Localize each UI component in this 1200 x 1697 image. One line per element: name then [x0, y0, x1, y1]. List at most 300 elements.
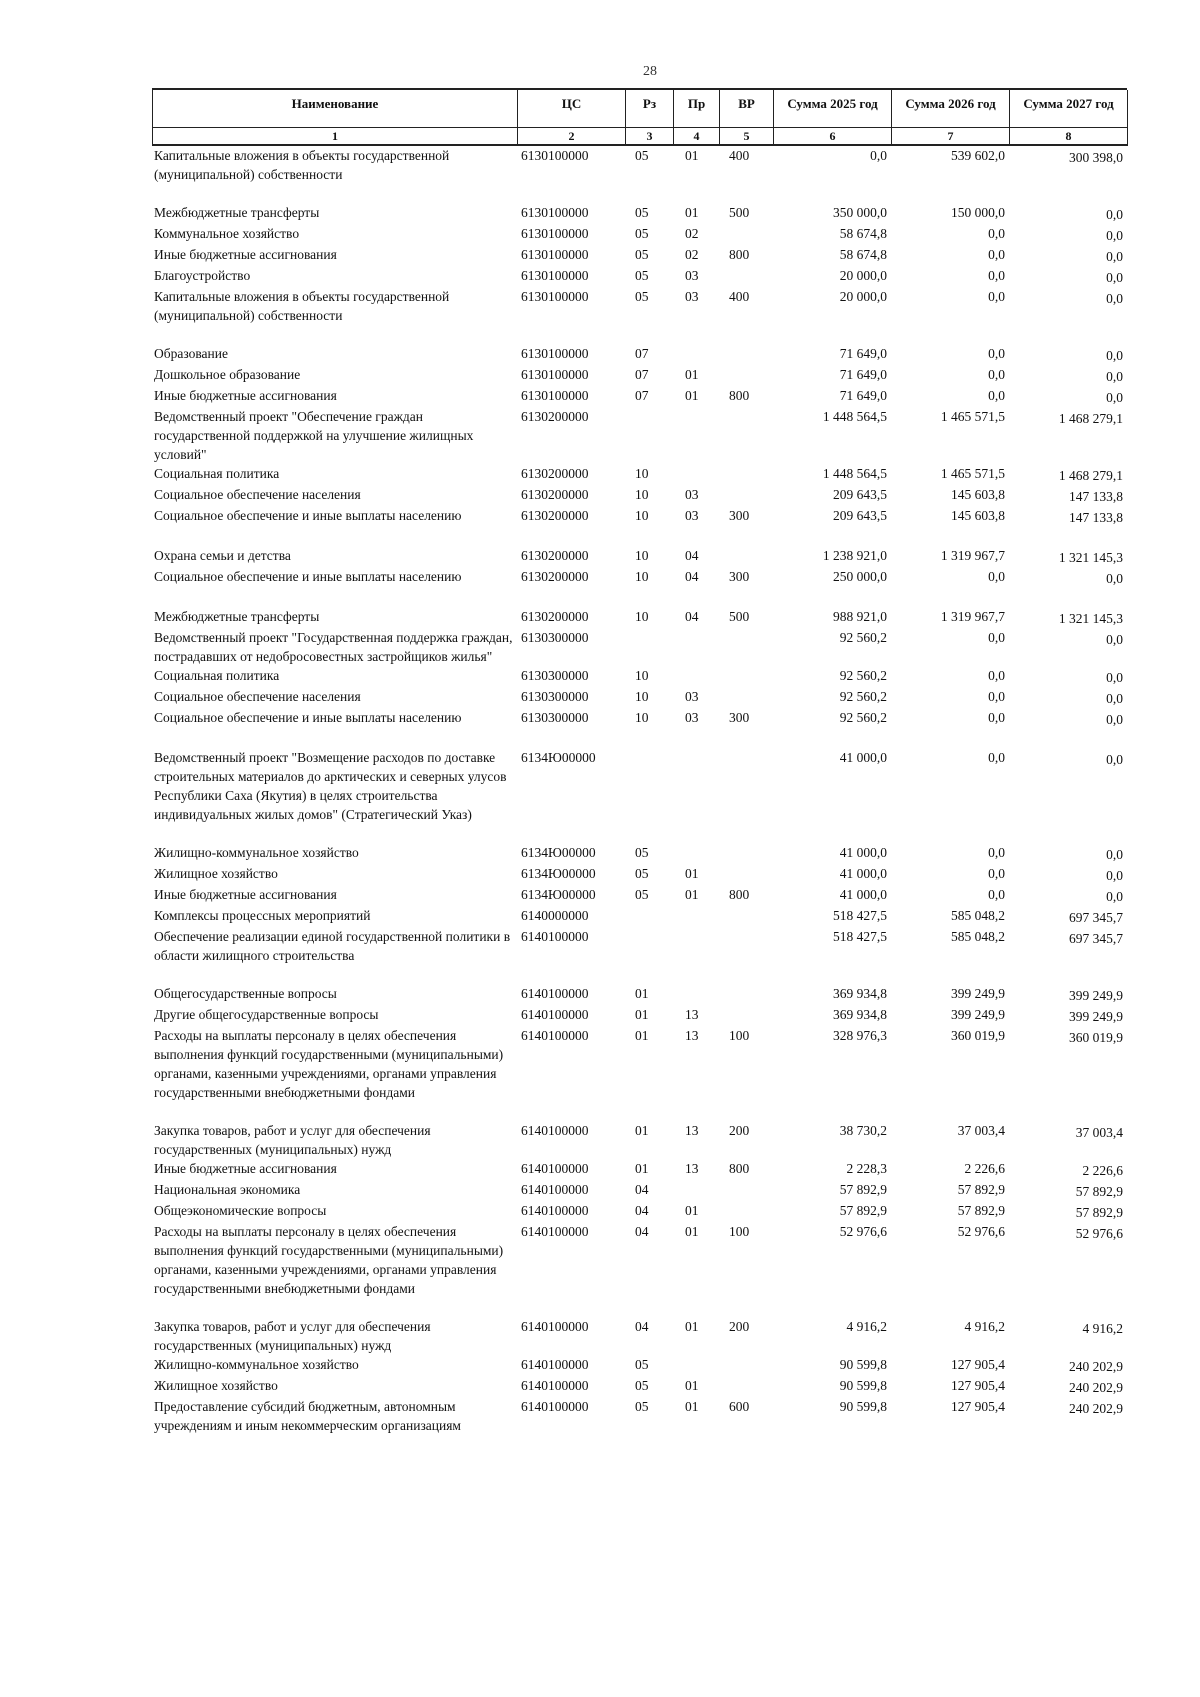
row-rz [625, 628, 673, 666]
row-sum-2026: 0,0 [988, 289, 1005, 304]
row-name: Общеэкономические вопросы [154, 1203, 327, 1218]
row-rz: 05 [635, 1357, 649, 1372]
table-row [152, 864, 1127, 885]
row-spacer [152, 1102, 1127, 1121]
row-name: Образование [154, 346, 228, 361]
row-sum-2026: 0,0 [988, 689, 1005, 704]
row-cs: 6130100000 [521, 367, 589, 382]
row-sum-2027: 2 226,6 [1082, 1163, 1123, 1178]
row-vr: 500 [729, 609, 750, 624]
header-cs: ЦС [518, 90, 626, 128]
row-sum-2026: 37 003,4 [957, 1123, 1005, 1138]
row-name: Социальная политика [154, 466, 280, 481]
table-row [152, 1317, 1127, 1355]
row-cs: 6130200000 [521, 487, 589, 502]
row-cs: 6140100000 [521, 986, 589, 1001]
table-row [152, 1121, 1127, 1159]
row-sum-2026: 585 048,2 [951, 908, 1005, 923]
row-sum-2026: 399 249,9 [951, 1007, 1005, 1022]
row-vr: 100 [729, 1224, 750, 1239]
row-vr: 500 [729, 205, 750, 220]
row-pr: 13 [685, 1161, 699, 1176]
row-cs: 6130100000 [521, 289, 589, 304]
row-pr: 04 [685, 569, 699, 584]
row-sum-2025: 41 000,0 [839, 887, 887, 902]
row-pr [673, 748, 719, 824]
row-cs: 6130300000 [521, 668, 589, 683]
row-cs: 6130300000 [521, 630, 589, 645]
row-pr: 03 [685, 487, 699, 502]
row-sum-2025: 2 228,3 [846, 1161, 887, 1176]
row-sum-2025: 90 599,8 [839, 1378, 887, 1393]
row-name: Социальное обеспечение и иные выплаты населению [154, 569, 462, 584]
row-cs: 6130100000 [521, 205, 589, 220]
row-vr [719, 984, 773, 1005]
row-rz: 05 [635, 1399, 649, 1414]
header-sum-2026: Сумма 2026 год [892, 90, 1010, 128]
row-sum-2027: 300 398,0 [1069, 150, 1123, 165]
row-sum-2027: 0,0 [1106, 847, 1123, 862]
row-name: Межбюджетные трансферты [154, 609, 320, 624]
row-pr: 13 [685, 1028, 699, 1043]
row-vr [719, 485, 773, 506]
row-sum-2025: 1 448 564,5 [822, 409, 887, 424]
row-vr [719, 464, 773, 485]
row-name: Социальная политика [154, 668, 280, 683]
row-sum-2026: 399 249,9 [951, 986, 1005, 1001]
row-rz: 05 [635, 1378, 649, 1393]
row-sum-2025: 209 643,5 [833, 487, 887, 502]
table-row [152, 843, 1127, 864]
row-pr [673, 1355, 719, 1376]
row-vr [719, 1005, 773, 1026]
row-cs: 6140100000 [521, 1123, 589, 1138]
row-cs: 6140100000 [521, 1399, 589, 1414]
row-vr [719, 927, 773, 965]
row-sum-2025: 328 976,3 [833, 1028, 887, 1043]
row-vr [719, 864, 773, 885]
row-name: Другие общегосударственные вопросы [154, 1007, 379, 1022]
row-cs: 6140100000 [521, 1203, 589, 1218]
row-pr [673, 628, 719, 666]
row-sum-2027: 4 916,2 [1082, 1321, 1123, 1336]
row-sum-2026: 145 603,8 [951, 508, 1005, 523]
row-cs: 6140100000 [521, 1357, 589, 1372]
row-sum-2026: 0,0 [988, 247, 1005, 262]
row-sum-2026: 57 892,9 [957, 1182, 1005, 1197]
table-row [152, 1005, 1127, 1026]
row-vr [719, 843, 773, 864]
row-pr: 01 [685, 866, 699, 881]
row-cs: 6140100000 [521, 1028, 589, 1043]
table-row [152, 224, 1127, 245]
table-row [152, 203, 1127, 224]
header-sum-2025: Сумма 2025 год [774, 90, 892, 128]
row-vr [719, 365, 773, 386]
row-pr: 03 [685, 268, 699, 283]
row-pr: 13 [685, 1007, 699, 1022]
table-row [152, 146, 1127, 184]
row-name: Капитальные вложения в объекты государственной (муниципальной) собственности [154, 148, 450, 182]
table-row [152, 464, 1127, 485]
header-number-2: 2 [518, 128, 626, 146]
row-sum-2027: 0,0 [1106, 207, 1123, 222]
row-sum-2027: 0,0 [1106, 228, 1123, 243]
header-number-3: 3 [626, 128, 674, 146]
row-vr: 800 [729, 1161, 750, 1176]
table-header [152, 88, 1127, 146]
row-sum-2026: 127 905,4 [951, 1399, 1005, 1414]
row-sum-2027: 0,0 [1106, 571, 1123, 586]
row-rz: 10 [635, 487, 649, 502]
row-sum-2026: 0,0 [988, 845, 1005, 860]
row-cs: 6140100000 [521, 1378, 589, 1393]
budget-table [152, 88, 1127, 1435]
row-name: Жилищно-коммунальное хозяйство [154, 1357, 359, 1372]
table-row [152, 386, 1127, 407]
row-vr [719, 687, 773, 708]
table-row [152, 1397, 1127, 1435]
row-cs: 6130200000 [521, 508, 589, 523]
row-sum-2027: 52 976,6 [1075, 1226, 1123, 1241]
row-rz: 07 [635, 388, 649, 403]
table-row [152, 708, 1127, 729]
row-cs: 6134Ю00000 [521, 866, 596, 881]
row-sum-2025: 988 921,0 [833, 609, 887, 624]
row-rz: 10 [635, 668, 649, 683]
row-cs: 6140100000 [521, 1007, 589, 1022]
table-row [152, 567, 1127, 588]
row-name: Иные бюджетные ассигнования [154, 887, 337, 902]
row-sum-2026: 4 916,2 [964, 1319, 1005, 1334]
row-sum-2026: 1 465 571,5 [940, 466, 1005, 481]
row-pr [673, 927, 719, 965]
row-sum-2026: 0,0 [988, 226, 1005, 241]
row-name: Закупка товаров, работ и услуг для обеспечения государственных (муниципальных) нужд [154, 1123, 431, 1157]
table-row [152, 885, 1127, 906]
header-number-5: 5 [720, 128, 774, 146]
row-vr [719, 1376, 773, 1397]
row-pr [673, 1180, 719, 1201]
row-cs: 6140100000 [521, 1319, 589, 1334]
row-cs: 6130200000 [521, 466, 589, 481]
row-rz: 07 [635, 367, 649, 382]
row-pr: 03 [685, 508, 699, 523]
row-sum-2027: 1 468 279,1 [1058, 468, 1123, 483]
row-name: Социальное обеспечение населения [154, 689, 361, 704]
table-row [152, 1159, 1127, 1180]
row-cs: 6140100000 [521, 1224, 589, 1239]
row-sum-2025: 369 934,8 [833, 986, 887, 1001]
row-vr [719, 906, 773, 927]
row-pr: 03 [685, 689, 699, 704]
row-sum-2026: 1 465 571,5 [940, 409, 1005, 424]
row-rz [625, 748, 673, 824]
row-sum-2027: 1 321 145,3 [1058, 611, 1123, 626]
row-pr: 01 [685, 1399, 699, 1414]
row-vr: 400 [729, 148, 750, 163]
row-vr [719, 407, 773, 464]
table-row [152, 687, 1127, 708]
row-sum-2026: 127 905,4 [951, 1357, 1005, 1372]
row-name: Социальное обеспечение и иные выплаты населению [154, 710, 462, 725]
row-pr [673, 906, 719, 927]
row-pr: 01 [685, 205, 699, 220]
row-cs: 6130200000 [521, 569, 589, 584]
row-cs: 6134Ю00000 [521, 750, 596, 765]
row-pr [673, 666, 719, 687]
row-cs: 6130300000 [521, 689, 589, 704]
row-name: Межбюджетные трансферты [154, 205, 320, 220]
table-row [152, 1201, 1127, 1222]
row-rz [625, 906, 673, 927]
row-sum-2026: 0,0 [988, 668, 1005, 683]
row-sum-2026: 0,0 [988, 388, 1005, 403]
table-row [152, 984, 1127, 1005]
row-sum-2027: 240 202,9 [1069, 1401, 1123, 1416]
row-rz: 10 [635, 689, 649, 704]
row-vr: 800 [729, 388, 750, 403]
row-sum-2026: 0,0 [988, 887, 1005, 902]
row-rz: 01 [635, 1123, 649, 1138]
row-sum-2027: 0,0 [1106, 712, 1123, 727]
row-name: Жилищное хозяйство [154, 866, 278, 881]
header-pr: Пр [674, 90, 720, 128]
row-name: Социальное обеспечение населения [154, 487, 361, 502]
row-sum-2027: 57 892,9 [1075, 1184, 1123, 1199]
row-rz: 10 [635, 548, 649, 563]
row-sum-2025: 71 649,0 [839, 388, 887, 403]
row-pr: 01 [685, 1319, 699, 1334]
table-row [152, 266, 1127, 287]
row-pr: 03 [685, 289, 699, 304]
row-name: Закупка товаров, работ и услуг для обеспечения государственных (муниципальных) нужд [154, 1319, 431, 1353]
row-vr: 300 [729, 710, 750, 725]
row-name: Комплексы процессных мероприятий [154, 908, 371, 923]
row-sum-2027: 399 249,9 [1069, 988, 1123, 1003]
row-spacer [152, 729, 1127, 748]
row-sum-2027: 0,0 [1106, 249, 1123, 264]
header-vr: ВР [720, 90, 774, 128]
row-rz: 01 [635, 986, 649, 1001]
row-sum-2026: 1 319 967,7 [940, 609, 1005, 624]
row-spacer [152, 325, 1127, 344]
row-sum-2027: 399 249,9 [1069, 1009, 1123, 1024]
row-name: Жилищное хозяйство [154, 1378, 278, 1393]
row-sum-2025: 41 000,0 [839, 845, 887, 860]
row-vr [719, 546, 773, 567]
row-cs: 6140100000 [521, 1182, 589, 1197]
row-pr: 04 [685, 548, 699, 563]
row-rz: 04 [635, 1182, 649, 1197]
row-name: Расходы на выплаты персоналу в целях обеспечения выполнения функций государственными (муниципальными) органами, казенными учреждениями, органами управления государственными внебюджетными фондами [154, 1224, 504, 1296]
row-sum-2025: 350 000,0 [833, 205, 887, 220]
row-rz: 07 [635, 346, 649, 361]
row-sum-2026: 585 048,2 [951, 929, 1005, 944]
row-sum-2027: 0,0 [1106, 868, 1123, 883]
row-sum-2026: 145 603,8 [951, 487, 1005, 502]
table-row [152, 1222, 1127, 1298]
row-sum-2025: 4 916,2 [846, 1319, 887, 1334]
table-row [152, 506, 1127, 527]
row-pr: 01 [685, 148, 699, 163]
header-number-1: 1 [153, 128, 518, 146]
row-name: Иные бюджетные ассигнования [154, 388, 337, 403]
row-rz: 05 [635, 226, 649, 241]
row-vr: 400 [729, 289, 750, 304]
row-pr [673, 843, 719, 864]
row-vr: 300 [729, 508, 750, 523]
header-sum-2027: Сумма 2027 год [1010, 90, 1128, 128]
table-row [152, 906, 1127, 927]
row-cs: 6140100000 [521, 1161, 589, 1176]
row-pr: 03 [685, 710, 699, 725]
row-spacer [152, 184, 1127, 203]
row-cs: 6140000000 [521, 908, 589, 923]
row-sum-2027: 37 003,4 [1075, 1125, 1123, 1140]
row-sum-2025: 57 892,9 [839, 1203, 887, 1218]
row-sum-2027: 57 892,9 [1075, 1205, 1123, 1220]
row-sum-2026: 0,0 [988, 346, 1005, 361]
row-vr [719, 1201, 773, 1222]
row-pr: 02 [685, 226, 699, 241]
row-sum-2027: 0,0 [1106, 369, 1123, 384]
row-cs: 6130100000 [521, 148, 589, 163]
row-rz: 01 [635, 1161, 649, 1176]
row-sum-2027: 0,0 [1106, 348, 1123, 363]
row-spacer [152, 527, 1127, 546]
table-row [152, 546, 1127, 567]
row-sum-2025: 71 649,0 [839, 346, 887, 361]
row-name: Коммунальное хозяйство [154, 226, 300, 241]
row-sum-2027: 0,0 [1106, 270, 1123, 285]
row-name: Благоустройство [154, 268, 251, 283]
row-sum-2026: 539 602,0 [951, 148, 1005, 163]
row-pr: 01 [685, 1378, 699, 1393]
row-pr: 01 [685, 367, 699, 382]
row-name: Обеспечение реализации единой государственной политики в области жилищного строительства [154, 929, 511, 963]
row-pr: 01 [685, 1224, 699, 1239]
row-sum-2025: 90 599,8 [839, 1357, 887, 1372]
row-rz: 10 [635, 508, 649, 523]
row-spacer [152, 588, 1127, 607]
row-sum-2025: 518 427,5 [833, 908, 887, 923]
row-sum-2026: 0,0 [988, 630, 1005, 645]
table-row [152, 407, 1127, 464]
row-name: Ведомственный проект "Государственная поддержка граждан, пострадавших от недобросовестных застройщиков жилья" [154, 630, 513, 664]
row-sum-2025: 92 560,2 [839, 630, 887, 645]
row-cs: 6140100000 [521, 929, 589, 944]
row-sum-2026: 1 319 967,7 [940, 548, 1005, 563]
row-sum-2026: 127 905,4 [951, 1378, 1005, 1393]
row-vr [719, 224, 773, 245]
row-spacer [152, 965, 1127, 984]
row-sum-2025: 58 674,8 [839, 247, 887, 262]
row-vr [719, 1355, 773, 1376]
row-sum-2025: 38 730,2 [839, 1123, 887, 1138]
row-sum-2025: 1 448 564,5 [822, 466, 887, 481]
row-sum-2026: 0,0 [988, 750, 1005, 765]
header-number-7: 7 [892, 128, 1010, 146]
row-rz: 05 [635, 845, 649, 860]
row-name: Ведомственный проект "Обеспечение граждан государственной поддержкой на улучшение жилищных условий" [154, 409, 474, 462]
row-vr [719, 666, 773, 687]
table-row [152, 1355, 1127, 1376]
row-sum-2027: 360 019,9 [1069, 1030, 1123, 1045]
row-vr [719, 1180, 773, 1201]
row-sum-2027: 1 468 279,1 [1058, 411, 1123, 426]
table-row [152, 748, 1127, 824]
row-sum-2027: 697 345,7 [1069, 931, 1123, 946]
row-pr: 04 [685, 609, 699, 624]
row-cs: 6134Ю00000 [521, 845, 596, 860]
header-name: Наименование [153, 90, 518, 128]
table-row [152, 287, 1127, 325]
row-sum-2027: 240 202,9 [1069, 1359, 1123, 1374]
row-pr: 01 [685, 388, 699, 403]
row-sum-2025: 369 934,8 [833, 1007, 887, 1022]
row-vr: 600 [729, 1399, 750, 1414]
row-rz: 10 [635, 466, 649, 481]
page-number: 28 [643, 64, 657, 79]
table-row [152, 1180, 1127, 1201]
row-sum-2026: 57 892,9 [957, 1203, 1005, 1218]
row-name: Дошкольное образование [154, 367, 301, 382]
row-sum-2027: 0,0 [1106, 291, 1123, 306]
row-spacer [152, 824, 1127, 843]
row-rz: 04 [635, 1224, 649, 1239]
row-sum-2026: 0,0 [988, 268, 1005, 283]
row-sum-2026: 0,0 [988, 866, 1005, 881]
table-row [152, 927, 1127, 965]
row-sum-2027: 0,0 [1106, 632, 1123, 647]
row-sum-2025: 20 000,0 [839, 268, 887, 283]
row-sum-2026: 0,0 [988, 569, 1005, 584]
row-sum-2026: 0,0 [988, 367, 1005, 382]
row-vr: 800 [729, 247, 750, 262]
row-rz [625, 407, 673, 464]
row-pr [673, 984, 719, 1005]
row-name: Капитальные вложения в объекты государственной (муниципальной) собственности [154, 289, 450, 323]
row-sum-2025: 90 599,8 [839, 1399, 887, 1414]
row-rz: 10 [635, 609, 649, 624]
row-pr: 13 [685, 1123, 699, 1138]
row-sum-2027: 1 321 145,3 [1058, 550, 1123, 565]
table-row [152, 1026, 1127, 1102]
row-name: Социальное обеспечение и иные выплаты населению [154, 508, 462, 523]
table-row [152, 245, 1127, 266]
row-vr [719, 748, 773, 824]
row-rz [625, 927, 673, 965]
row-rz: 05 [635, 887, 649, 902]
row-vr [719, 344, 773, 365]
row-sum-2025: 209 643,5 [833, 508, 887, 523]
row-pr [673, 344, 719, 365]
row-rz: 01 [635, 1007, 649, 1022]
table-row [152, 365, 1127, 386]
row-name: Расходы на выплаты персоналу в целях обеспечения выполнения функций государственными (муниципальными) органами, казенными учреждениями, органами управления государственными внебюджетными фондами [154, 1028, 504, 1100]
row-sum-2026: 0,0 [988, 710, 1005, 725]
table-row [152, 628, 1127, 666]
row-vr: 100 [729, 1028, 750, 1043]
row-rz: 05 [635, 866, 649, 881]
row-sum-2025: 1 238 921,0 [822, 548, 887, 563]
row-name: Охрана семьи и детства [154, 548, 291, 563]
row-sum-2027: 0,0 [1106, 889, 1123, 904]
row-vr: 800 [729, 887, 750, 902]
row-vr [719, 628, 773, 666]
row-sum-2025: 92 560,2 [839, 710, 887, 725]
